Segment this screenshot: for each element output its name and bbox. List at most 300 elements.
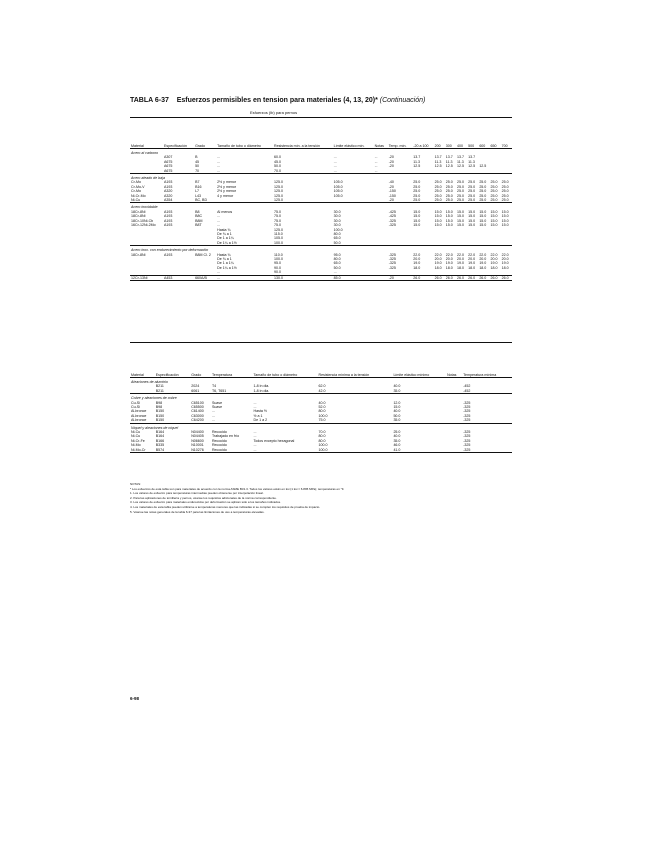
table-cell: 15.0 [434,209,442,214]
table-cell: 15.0 [468,214,476,219]
table-cell: C63000 [191,413,204,418]
table-cell: 22.0 [445,252,453,257]
table-cell: 18.0 [456,265,464,270]
group-heading: Níquel y aleaciones de níquel [130,423,512,430]
table-cell: 46.0 [393,443,401,448]
table-cell: A193 [164,218,173,223]
table-cell: 15.0 [456,223,464,228]
table-cell: -325 [463,434,471,439]
table-cell: 13.7 [456,155,464,160]
table-cell: 15.0 [413,218,421,223]
column-header: Notas [446,343,462,378]
table-cell: 18.0 [501,265,509,270]
table-cell: 13.7 [468,155,476,160]
table-cell: 70.0 [318,430,326,435]
table-cell: 25.0 [434,193,442,198]
table-cell: Ni-Mo [131,443,141,448]
table-cell: N04405 [191,434,204,439]
table-cell: -325 [463,413,471,418]
column-header: 300 [445,118,456,149]
table-cell: 19.0 [468,261,476,266]
table-cell: 15.0 [490,214,498,219]
table-cell: 42.0 [318,388,326,393]
table-cell: 15.0 [456,214,464,219]
table-cell: A193 [164,252,173,257]
table-cell: 26.0 [478,275,489,280]
table-cell: 25.0 [445,184,453,189]
table-cell: 25.0 [445,198,453,203]
table-title-text: Esfuerzos permisibles en tension para materiales (4, 13, 20)* [176,97,378,104]
column-header: 650 [489,118,500,149]
table-cell: B335 [155,443,165,448]
table-cell: De 1¼ a 1½ [217,265,237,270]
table-cell: Recocido [211,443,227,448]
table-cell: -150 [388,193,396,198]
table-cell: 15.0 [501,214,509,219]
table1-header [130,118,512,149]
table-cell: 105.0 [333,189,343,194]
table-cell: -325 [463,447,471,452]
table-cell: A675 [164,164,173,169]
table-cell: B211 [155,384,164,389]
table-cell: 15.0 [479,214,487,219]
table-cell: 30.0 [333,218,341,223]
table-cell: Ni-Cr-Fe [131,438,145,443]
column-header: Límite elástico mínimo [392,343,446,378]
note-paragraph: NOTAS: [130,482,141,486]
table-cell: 15.0 [445,209,453,214]
table-label: TABLA 6-37 [130,97,169,104]
table-cell: 70 [195,168,200,173]
table-cell: ... [333,155,337,160]
column-header: Tamaño de tubo o diámetro [216,118,273,149]
table-cell: A307 [164,155,173,160]
table-cell: C61400 [191,409,204,414]
table-cell: 25.0 [501,189,509,194]
table-cell: 15.0 [479,209,487,214]
table-cell: 25.0 [501,198,509,203]
table-cell: Ni-Cu [131,434,141,439]
table-cell: A193 [164,184,173,189]
table-cell: ... [333,168,337,173]
table-cell: -325 [388,261,396,266]
table-cell: 18.0 [434,265,442,270]
nonferrous-bolting-table [130,342,512,453]
table-cell: -325 [388,223,396,228]
table-cell: 75.0 [318,418,326,423]
table-cell: A675 [164,159,173,164]
table-cell: -452 [463,388,471,393]
table-cell: 1-8 in dia. [253,384,270,389]
table-cell: 125.0 [274,227,284,232]
table-cell: 30.0 [333,223,341,228]
table-cell: B8 [195,209,200,214]
column-header: Grado [194,118,216,149]
column-header: 400 [456,118,467,149]
group-heading: Acero inox. con endurecimiento por deformación [130,246,512,253]
table-cell: 19.0 [434,261,442,266]
table-cell: A193 [164,214,173,219]
table-cell: 15.0 [445,218,453,223]
table-cell: B8M [195,218,203,223]
table-cell: 25.0 [490,180,498,185]
table-cell: 26.0 [412,275,433,280]
table-cell: N06600 [191,438,204,443]
table-cell: Al-bronce [131,413,147,418]
table-cell: ... [217,164,221,169]
table-cell: ... [211,409,215,414]
note-paragraph: 1. Los valores de esfuerzo para temperaturas intermedias pueden obtenerse por interpolación lineal. [130,491,264,496]
table-cell: -325 [463,430,471,435]
table-cell: -40 [388,180,394,185]
table-cell: 25.0 [468,189,476,194]
table-cell: Cu-Si [131,400,140,405]
table-cell: A193 [164,223,173,228]
table-cell: ... [253,434,257,439]
table-cell: Cr-Mo [131,180,141,185]
note-paragraph: * Los esfuerzos de esta tabla son para materiales de acuerdo con la norma ASME B31.3. Todos los valores están en ksi (1 ksi = 6.895 MPa); temperaturas en °F. [130,486,345,491]
table-cell: 25.0 [413,180,421,185]
table-cell: 18.0 [479,265,487,270]
table-cell: 25.0 [413,198,421,203]
table-cell: 20.0 [434,256,442,261]
table-cell: Hasta ¾ [217,252,231,257]
group-heading: Aleaciones de aluminio [131,380,168,384]
table-cell: 4 y menor [217,193,234,198]
column-header: Límite elástico mín. [333,118,374,149]
table-cell: 25.0 [490,184,498,189]
table-cell: B98 [155,405,163,410]
table-cell: 18Cr-8Ni [131,214,146,219]
table-cell: 125.0 [274,180,284,185]
table-cell: 25.0 [490,189,498,194]
table-cell: De 1 a 2 [253,418,268,423]
table-cell: 19.0 [490,261,498,266]
table-cell: ... [333,270,337,275]
table-cell: 15.0 [434,218,442,223]
table-cell: 15.0 [468,209,476,214]
table-cell: -325 [388,252,396,257]
table-row [130,448,512,453]
table-cell: 20.0 [501,256,509,261]
table-cell: 12.5 [445,164,453,169]
table-cell: 15.0 [490,218,498,223]
table-cell: T6, T651 [211,388,227,393]
table-cell: 125.0 [274,193,284,198]
table-cell: 65.0 [333,261,341,266]
table-cell: 50.0 [274,164,282,169]
table-cell: -325 [388,218,396,223]
table-cell: 19.0 [456,261,464,266]
table-cell: 30.0 [333,214,341,219]
table-cell: 19.0 [479,261,487,266]
table-cell: -20 [388,184,394,189]
table-cell: ... [217,168,221,173]
table-notes [130,482,512,514]
table-cell: Recocido [211,447,227,452]
table-cell: Trabajado en frío [211,434,240,439]
table-cell: 80.0 [333,231,341,236]
table-cell: 25.0 [479,184,487,189]
table-cell: 26.0 [445,275,456,280]
table-cell [374,275,388,280]
note-paragraph: 2. Para las aplicaciones de tornillería y pernos, véanse los requisitos adicionales de la norma correspondiente. [130,495,277,500]
table-cell: 45.0 [274,159,282,164]
table-cell: 80.0 [318,438,326,443]
table-cell: 15.0 [434,223,442,228]
table-cell: 25.0 [468,180,476,185]
table-cell: 20.0 [456,256,464,261]
table-cell: 25.0 [501,184,509,189]
group-heading: Cobre y aleaciones de cobre [130,394,512,401]
table-cell: 25.0 [456,189,464,194]
table-cell: Todos excepto hexagonal [253,438,295,443]
table-cell: 25.0 [456,198,464,203]
table-cell: 2½ y menor [217,180,237,185]
table-cell: -325 [463,443,471,448]
table-cell: ... [217,159,221,164]
table-cell: 15.0 [445,214,453,219]
table-cell: ... [217,214,221,219]
table-cell: 15.0 [434,214,442,219]
table-cell: 50 [195,164,200,169]
table-cell: T4 [211,384,217,389]
table-cell: Suave [211,405,223,410]
table-cell: 2024 [191,384,200,389]
table-cell: -20 [388,198,394,203]
column-header: 200 [434,118,445,149]
table-cell: ... [217,218,221,223]
table-cell: B [195,155,198,160]
table-cell: 35.0 [393,438,401,443]
table-cell: 25.0 [479,193,487,198]
table-cell: 100.0 [318,447,328,452]
table-cell: De ¾ a 1 [217,256,232,261]
table-cell: 105.0 [333,180,343,185]
table-cell: 75.0 [274,218,282,223]
table-cell: Suave [211,400,223,405]
table-cell: 15.0 [456,209,464,214]
column-header: 500 [467,118,478,149]
table-cell: 70.0 [274,168,282,173]
table-cell: -425 [388,214,396,219]
note-paragraph: 5. Véanse las notas generales de la tabla 6-37 para las limitaciones de uso a temperaturas elevadas. [130,509,265,514]
group-heading: Acero aleado de baja [130,174,512,181]
table-cell: 95.0 [333,252,341,257]
table-cell: N10001 [191,443,204,448]
table-cell: 15.0 [501,218,509,223]
table-cell: ... [253,405,257,410]
table-cell: 45 [195,159,200,164]
table-cell: 52.0 [318,405,326,410]
table-cell: 19.0 [501,261,509,266]
table-cell: Recocido [211,430,227,435]
table-cell: 75.0 [274,209,282,214]
table-cell: 100.0 [274,256,284,261]
table-cell: 22.0 [413,252,421,257]
column-header: Temp. mín. [388,118,413,149]
table-cell: -325 [463,438,471,443]
table-cell: 50.0 [333,240,341,245]
table-cell: 41.0 [393,447,401,452]
table-cell: 25.0 [490,193,498,198]
table-cell: 40.0 [318,400,326,405]
page-number: 6-98 [130,696,140,701]
table-cell: -20 [388,275,413,280]
table-cell: 12.5 [413,164,421,169]
table-cell: 18Cr-10Ni-Cb [131,218,154,223]
column-header: Resistencia mínima a la tensión [318,343,393,378]
table-cell: 26.0 [489,275,500,280]
table-cell: ... [253,400,257,405]
table-cell: 6061 [191,388,200,393]
table-cell: 18.0 [445,265,453,270]
table-cell: 18.0 [413,265,421,270]
table-cell: B164 [155,430,165,435]
table-cell: 22.0 [501,252,509,257]
table-cell: 12.5 [479,164,487,169]
table-cell: A193 [164,209,173,214]
note-paragraph: 3. Los valores de esfuerzo para materiales endurecidos por deformación se aplican sólo a los tamaños indicados. [130,500,281,505]
table-cell: B150 [155,418,165,423]
column-header: Material [130,343,155,378]
table-cell: 80.0 [318,409,326,414]
table-cell: ... [374,159,378,164]
table-cell: 11.3 [445,159,453,164]
table-cell: 75.0 [274,214,282,219]
group-heading-row [130,149,512,156]
table-cell: Ni-Mo-Cr [131,447,146,452]
table-cell: BC, BD [195,198,208,203]
table-cell: 20.0 [468,256,476,261]
table-cell: N04400 [191,430,204,435]
table-cell: 11.3 [456,159,464,164]
table-cell: 15.0 [413,209,421,214]
table-cell: 26.0 [434,275,445,280]
table-cell: B211 [155,388,164,393]
table-cell: 15.0 [413,223,421,228]
table-cell: -325 [463,400,471,405]
table-cell: B166 [155,438,165,443]
table-cell: C65500 [191,405,204,410]
table-cell: 25.0 [468,184,476,189]
table-cell: 25.0 [434,198,442,203]
table-cell: L7 [195,189,200,194]
table-cell: Ni-Cu [131,430,141,435]
table-cell: 25.0 [456,184,464,189]
column-header: Resistencia mín. a la tensión [273,118,333,149]
table-row [130,275,512,280]
table-cell: 15.0 [490,223,498,228]
table-cell: Hasta ½ [253,409,267,414]
group-heading: Acero al carbono [131,151,159,155]
table-title-note: (Continuación) [379,97,426,104]
table-cell: ... [211,418,215,423]
table-cell: -325 [463,409,471,414]
table-title [130,97,425,104]
table-cell: 40.0 [393,409,401,414]
table-cell: B8C [195,214,203,219]
table-cell: 2½ y menor [217,189,237,194]
table-cell: 90.0 [274,270,282,275]
table-cell: 25.0 [413,189,421,194]
table-cell: 11.3 [468,159,475,164]
table-cell: Cr-Mo [131,189,141,194]
table-cell: 20.0 [479,256,487,261]
group-heading-row [130,246,512,253]
table-cell: 22.0 [479,252,487,257]
table-cell: -325 [388,256,396,261]
table-cell: B8M Cl. 2 [195,252,211,257]
table-cell: -452 [463,384,471,389]
table-cell: ... [217,270,221,275]
table-cell: 75.0 [274,223,282,228]
table-cell: Cu-Si [131,405,140,410]
table-cell: 12.0 [393,400,401,405]
table-cell: 660A/B [194,275,216,280]
table-cell: 19.0 [445,261,453,266]
table-cell: 80.0 [318,434,326,439]
table-cell: Al menos [217,209,233,214]
table-cell: 125.0 [274,184,284,189]
table-cell: 12.5 [468,164,476,169]
table-cell: A193 [164,180,173,185]
table-cell: 25.0 [445,189,453,194]
column-header: 700 [501,118,512,149]
table-cell: 25.0 [456,193,464,198]
table-cell: ... [217,155,221,160]
table-cell: B164 [155,434,165,439]
table-cell: -20 [388,164,394,169]
table-cell: 15.0 [479,218,487,223]
table-cell: 16Cr-12Ni-2Mo [131,223,156,228]
table-cell: 25.0 [413,193,421,198]
table-cell: ... [333,164,337,169]
note-paragraph: 4. Los materiales de esta tabla pueden utilizarse a temperaturas menores que las indicadas si se cumplen los requisitos de prueba de impacto. [130,504,321,509]
table-cell: Al-bronce [131,418,147,423]
table-cell: B8T [195,223,202,228]
table-cell: Al-bronce [131,409,147,414]
table-cell: A453 [163,275,194,280]
table-cell: 22.0 [490,252,498,257]
table-cell: 100.0 [333,227,343,232]
table-cell: A675 [164,168,173,173]
table-cell: 15.0 [501,223,509,228]
table2-body [130,378,512,453]
table-cell: 130.0 [273,275,333,280]
table-cell: 15.0 [501,209,509,214]
table-cell: 100.0 [274,240,284,245]
table-cell: 2½ y menor [217,184,237,189]
table-cell: 13.7 [434,155,442,160]
table-cell: Recocido [211,438,227,443]
table-cell: 15.0 [393,405,401,410]
table2-header [130,343,512,378]
table-cell: 12Cr-13Ni [130,275,163,280]
column-header: -20 a 100 [412,118,433,149]
table-cell: 18Cr-8Ni [131,252,146,257]
table-cell: 15.0 [479,223,487,228]
table-cell: N10276 [191,447,204,452]
table-cell: 25.0 [434,180,442,185]
group-heading-row [130,174,512,181]
table-cell: 15.0 [413,214,421,219]
table-cell: 19.0 [413,261,421,266]
table-cell: 25.0 [413,184,421,189]
table-cell: 18.0 [468,265,476,270]
table-cell: Ni-Cu [131,198,141,203]
table-cell: 20.0 [490,256,498,261]
